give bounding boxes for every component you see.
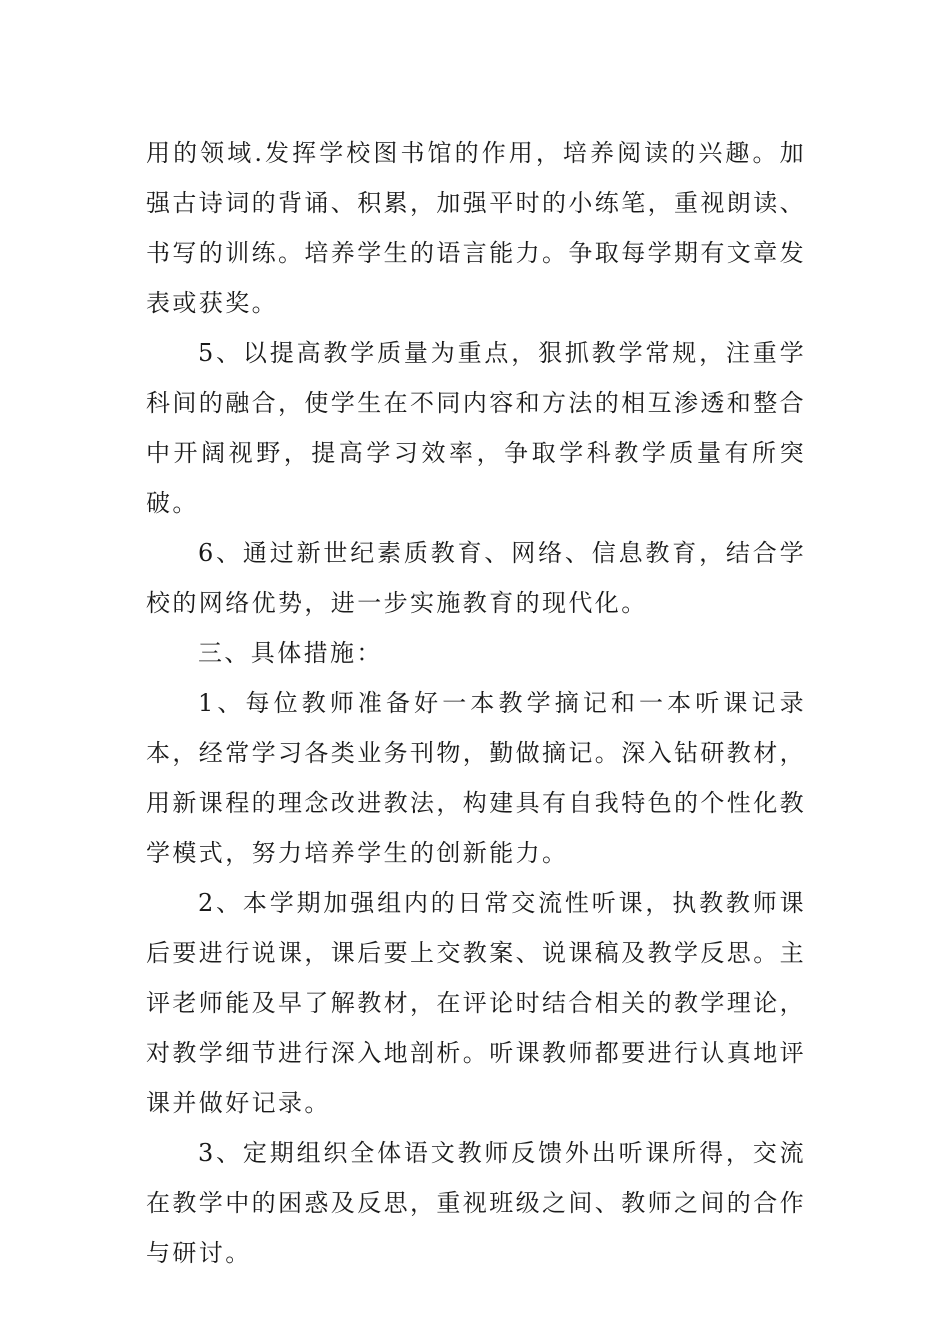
paragraph-measure-2: 2、本学期加强组内的日常交流性听课，执教教师课后要进行说课，课后要上交教案、说课稿及教学反思。主评老师能及早了解教材，在评论时结合相关的教学理论，对教学细节进行深入地剖析。听课教师都要进行认真地评课并做好记录。 — [146, 889, 806, 1117]
paragraph-continuation: 用的领域.发挥学校图书馆的作用，培养阅读的兴趣。加强古诗词的背诵、积累，加强平时的小练笔，重视朗读、书写的训练。培养学生的语言能力。争取每学期有文章发表或获奖。 — [146, 139, 806, 317]
document-body — [146, 128, 806, 1278]
paragraph-item-5: 5、以提高教学质量为重点，狠抓教学常规，注重学科间的融合，使学生在不同内容和方法的相互渗透和整合中开阔视野，提高学习效率，争取学科教学质量有所突破。 — [146, 339, 806, 517]
paragraph-measure-1: 1、每位教师准备好一本教学摘记和一本听课记录本，经常学习各类业务刊物，勤做摘记。深入钻研教材，用新课程的理念改进教法，构建具有自我特色的个性化教学模式，努力培养学生的创新能力。 — [146, 689, 806, 867]
paragraph-measure-3: 3、定期组织全体语文教师反馈外出听课所得，交流在教学中的困惑及反思，重视班级之间、教师之间的合作与研讨。 — [146, 1139, 806, 1267]
paragraph-item-6: 6、通过新世纪素质教育、网络、信息教育，结合学校的网络优势，进一步实施教育的现代化。 — [146, 539, 806, 617]
section-heading-measures: 三、具体措施： — [198, 639, 383, 667]
